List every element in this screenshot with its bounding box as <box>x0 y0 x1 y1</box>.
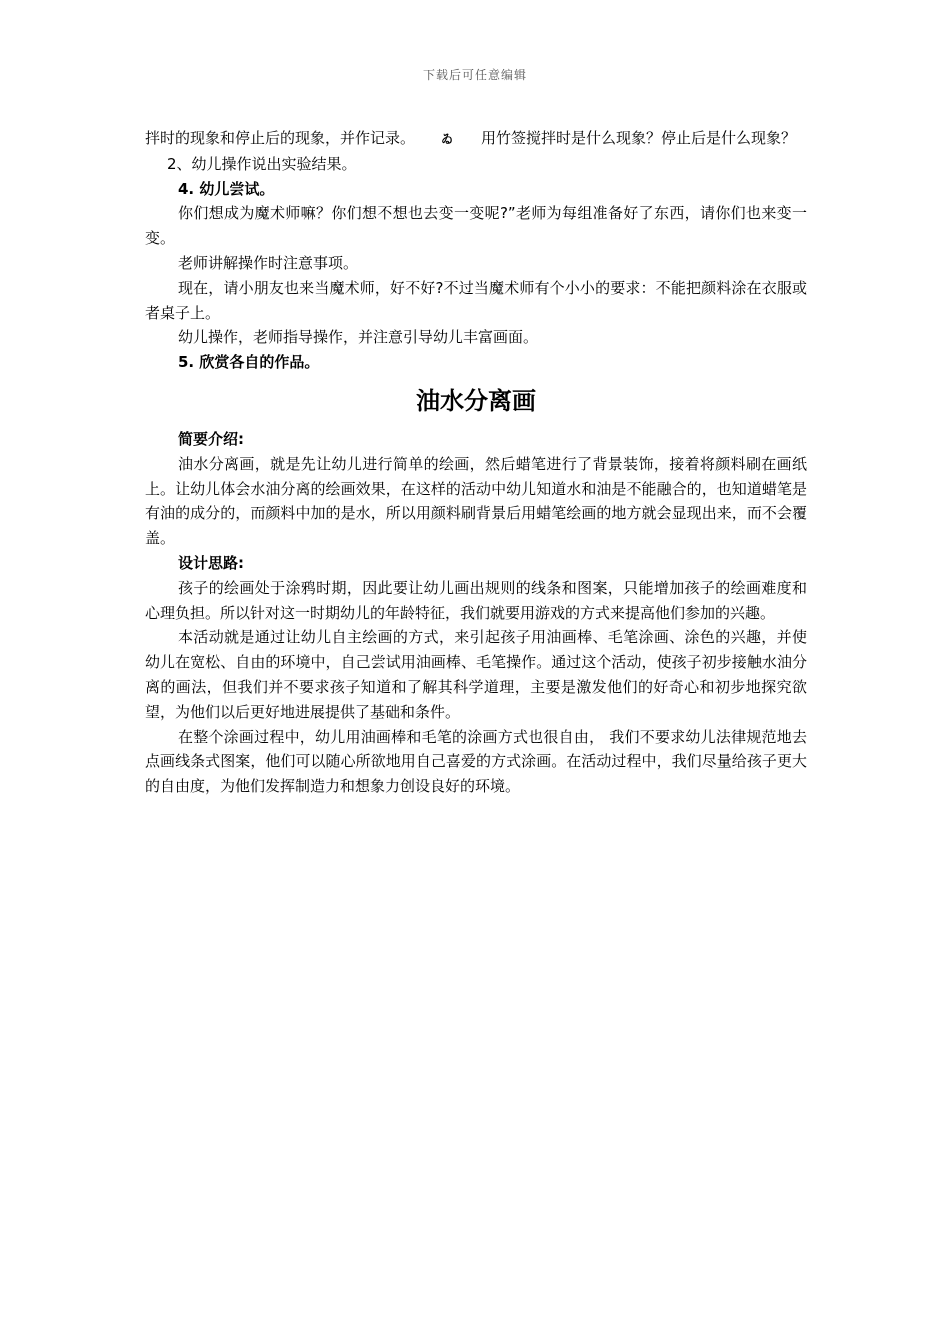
paragraph-design-2: 本活动就是通过让幼儿自主绘画的方式，来引起孩子用油画棒、毛笔涂画、涂色的兴趣，并使幼儿在宽松、自由的环境中，自己尝试用油画棒、毛笔操作。通过这个活动，使孩子初步接触水油分离的画法，但我们并不要求孩子知道和了解其科学道理，主要是激发他们的好奇心和初步地探究欲望，为他们以后更好地进展提供了基础和条件。 <box>145 628 807 721</box>
inline-symbol-icon: ゐ <box>441 132 454 146</box>
paragraph-requirement: 现在，请小朋友也来当魔术师，好不好?不过当魔术师有个小小的要求：不能把颜料涂在衣服或者桌子上。 <box>145 278 807 322</box>
paragraph-children-operate: 幼儿操作，老师指导操作，并注意引导幼儿丰富画面。 <box>178 328 539 347</box>
paragraph-record-part1: 拌时的现象和停止后的现象，并作记录。 <box>145 129 416 147</box>
paragraph-design-3: 在整个涂画过程中，幼儿用油画棒和毛笔的涂画方式也很自由， 我们不要求幼儿法律规范地去点画线条式图案，他们可以随心所欲地用自己喜爱的方式涂画。在活动过程中，我们尽量给孩子更大的自由度，为他们发挥制造力和想象力创设良好的环境。 <box>145 727 807 796</box>
section-heading-intro: 简要介绍: <box>178 429 244 448</box>
heading-step-5: 5. 欣赏各自的作品。 <box>178 353 320 372</box>
paragraph-magician-question: 你们想成为魔术师嘛？你们想不想也去变一变呢?”老师为每组准备好了东西，请你们也来变一变。 <box>145 204 807 248</box>
paragraph-experiment-result: 2、幼儿操作说出实验结果。 <box>167 154 357 173</box>
paragraph-record <box>145 126 807 152</box>
document-body <box>145 126 807 799</box>
page-header: 下载后可任意编辑 <box>422 68 527 82</box>
document-title: 油水分离画 <box>416 386 536 415</box>
paragraph-intro: 油水分离画，就是先让幼儿进行简单的绘画，然后蜡笔进行了背景装饰，接着将颜料刷在画纸上。让幼儿体会水油分离的绘画效果，在这样的活动中幼儿知道水和油是不能融合的，也知道蜡笔是有油的成分的，而颜料中加的是水，所以用颜料刷背景后用蜡笔绘画的地方就会显现出来，而不会覆盖。 <box>145 454 807 548</box>
paragraph-design-1: 孩子的绘画处于涂鸦时期，因此要让幼儿画出规则的线条和图案，只能增加孩子的绘画难度和心理负担。所以针对这一时期幼儿的年龄特征，我们就要用游戏的方式来提高他们参加的兴趣。 <box>145 578 807 622</box>
paragraph-teacher-explains: 老师讲解操作时注意事项。 <box>178 253 359 272</box>
section-heading-design: 设计思路: <box>178 553 244 572</box>
heading-step-4: 4. 幼儿尝试。 <box>178 179 275 198</box>
paragraph-record-part2: 用竹签搅拌时是什么现象？停止后是什么现象？ <box>481 129 797 147</box>
